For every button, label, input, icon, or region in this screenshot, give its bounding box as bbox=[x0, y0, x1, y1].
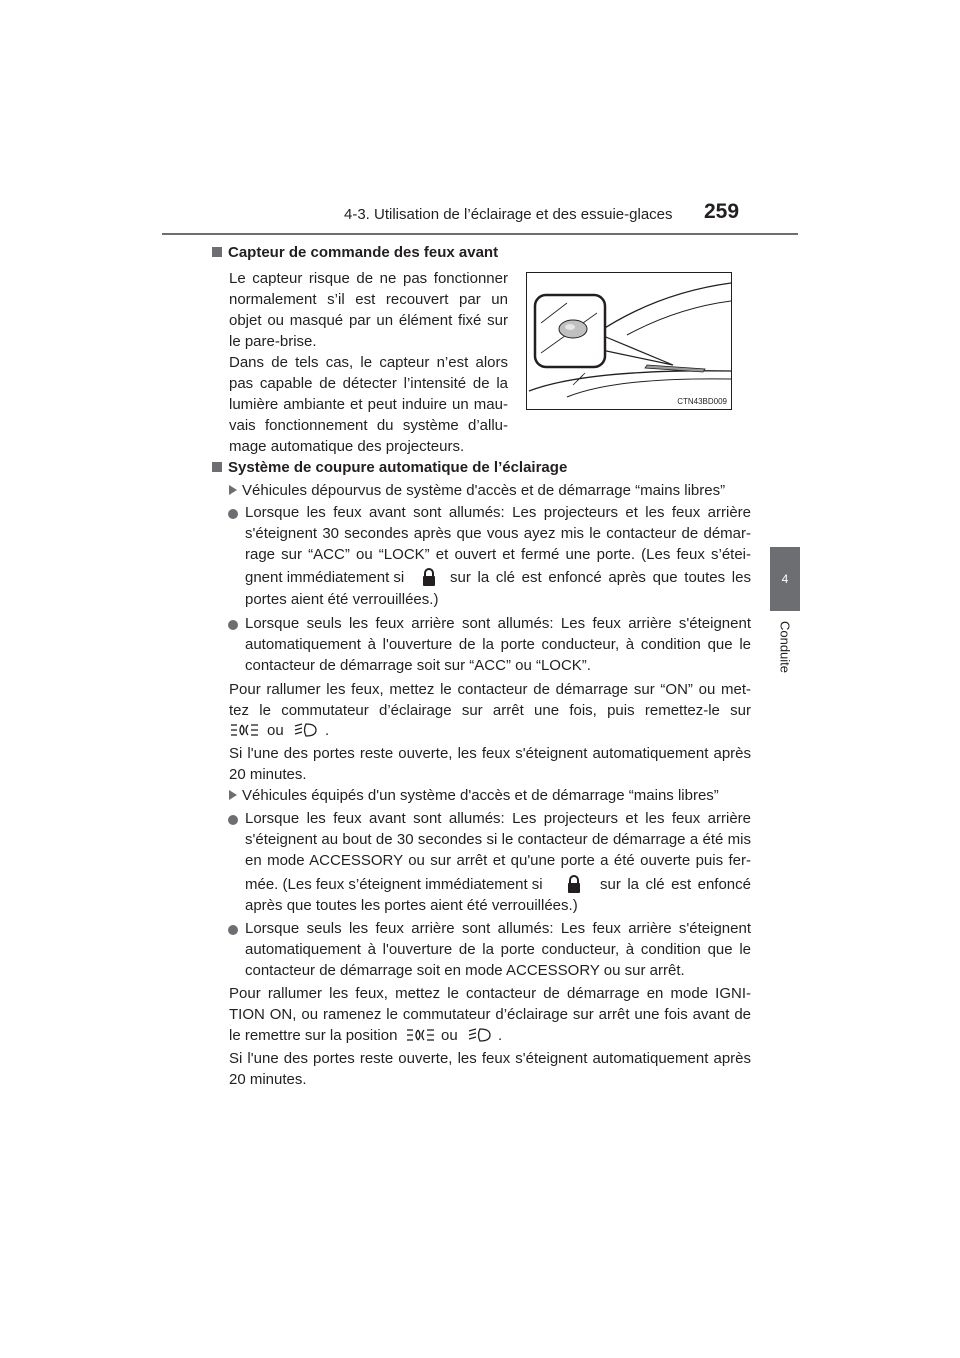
text-or: ou bbox=[267, 722, 284, 739]
text-line: s'éteignent 30 secondes après que vous ayez mis le contacteur de démar- bbox=[245, 525, 751, 542]
text-line: pas capable de détecter l’intensité de la bbox=[229, 375, 508, 392]
triangle-bullet-icon bbox=[229, 485, 237, 495]
bullet-paragraph bbox=[245, 918, 751, 981]
square-bullet-icon bbox=[212, 462, 222, 472]
bullet-paragraph bbox=[245, 613, 751, 676]
text-line: mée. (Les feux s’éteignent immédiatement si bbox=[245, 876, 543, 893]
headlight-low-beam-icon bbox=[294, 722, 318, 738]
bullet-dot-icon bbox=[228, 815, 238, 825]
section-heading-sensor-text: Capteur de commande des feux avant bbox=[228, 244, 499, 261]
text-line: portes aient été verrouillées.) bbox=[245, 591, 439, 608]
text-line: automatiquement à l'ouverture de la porte conducteur, à condition que le bbox=[245, 941, 751, 958]
section-heading-auto-off-text: Système de coupure automatique de l’éclairage bbox=[228, 459, 568, 476]
text-line: sur la clé est enfoncé après que toutes les bbox=[450, 569, 751, 586]
text-period: . bbox=[498, 1027, 503, 1044]
section-heading-auto-off bbox=[212, 459, 567, 476]
text-line: Lorsque seuls les feux arrière sont allumés: Les feux arrière s'éteignent bbox=[245, 920, 751, 937]
windshield-sensor-drawing bbox=[527, 273, 731, 409]
text-line: mage automatique des projecteurs. bbox=[229, 438, 465, 455]
lock-icon bbox=[421, 567, 437, 587]
header-rule bbox=[162, 233, 798, 235]
text-line: contacteur de démarrage soit en mode ACCESSORY ou sur arrêt. bbox=[245, 962, 685, 979]
subheading-without-smart-key bbox=[229, 482, 725, 499]
text-or: ou bbox=[441, 1027, 458, 1044]
text-line: 20 minutes. bbox=[229, 766, 307, 783]
text-line: automatiquement à l'ouverture de la porte conducteur, à condition que le bbox=[245, 636, 751, 653]
text-line: Le capteur risque de ne pas fonctionner bbox=[229, 270, 508, 287]
bullet-paragraph bbox=[245, 808, 751, 871]
text-line: s'éteignent au bout de 30 secondes si le contacteur de démarrage a été mis bbox=[245, 831, 751, 848]
bullet-paragraph bbox=[245, 502, 751, 565]
triangle-bullet-icon bbox=[229, 790, 237, 800]
text-line: rage sur “ACC” ou “LOCK” et ouvert et fermé une porte. (Les feux s’étei- bbox=[245, 546, 751, 563]
subheading-with-smart-key-text: Véhicules équipés d'un système d'accès et de démarrage “mains libres” bbox=[242, 787, 719, 804]
text-line: Pour rallumer les feux, mettez le contacteur de démarrage en mode IGNI- bbox=[229, 985, 751, 1002]
text-line: Lorsque les feux avant sont allumés: Les projecteurs et les feux arrière bbox=[245, 504, 751, 521]
section-heading-sensor bbox=[212, 244, 498, 261]
text-line: Lorsque seuls les feux arrière sont allumés: Les feux arrière s'éteignent bbox=[245, 615, 751, 632]
headlight-low-beam-icon bbox=[468, 1027, 492, 1043]
text-line: 20 minutes. bbox=[229, 1071, 307, 1088]
door-open-smart-paragraph bbox=[229, 1048, 751, 1090]
text-line: Lorsque les feux avant sont allumés: Les projecteurs et les feux arrière bbox=[245, 810, 751, 827]
text-line: Dans de tels cas, le capteur n’est alors bbox=[229, 354, 508, 371]
bullet-dot-icon bbox=[228, 620, 238, 630]
text-line: lumière ambiante et peut induire un mau- bbox=[229, 396, 508, 413]
subheading-with-smart-key bbox=[229, 787, 719, 804]
chapter-title: 4-3. Utilisation de l’éclairage et des essuie-glaces bbox=[344, 206, 673, 223]
bullet-dot-icon bbox=[228, 509, 238, 519]
headlight-icon bbox=[230, 722, 260, 738]
text-line: sur la clé est enfoncé bbox=[600, 876, 751, 893]
figure-code: CTN43BD009 bbox=[677, 397, 727, 406]
text-line: Si l'une des portes reste ouverte, les feux s'éteignent automatiquement après bbox=[229, 1050, 751, 1067]
text-line: Si l'une des portes reste ouverte, les feux s'éteignent automatiquement après bbox=[229, 745, 751, 762]
text-line: en mode ACCESSORY ou sur arrêt et qu'une porte a été ouverte puis fer- bbox=[245, 852, 751, 869]
text-period: . bbox=[325, 722, 330, 739]
square-bullet-icon bbox=[212, 247, 222, 257]
text-line: tez le commutateur d’éclairage sur arrêt une fois, puis remettez-le sur bbox=[229, 702, 751, 719]
chapter-tab-number: 4 bbox=[781, 572, 789, 586]
headlight-icon bbox=[406, 1027, 436, 1043]
text-line: contacteur de démarrage soit sur “ACC” ou “LOCK”. bbox=[245, 657, 591, 674]
text-line: gnent immédiatement si bbox=[245, 569, 405, 586]
chapter-tab-label bbox=[770, 612, 800, 682]
text-line: TION ON, ou ramenez le commutateur d’éclairage sur arrêt une fois avant de bbox=[229, 1006, 751, 1023]
relight-paragraph bbox=[229, 679, 751, 721]
lock-icon bbox=[566, 874, 582, 894]
text-line: le remettre sur la position bbox=[229, 1027, 398, 1044]
text-line: Pour rallumer les feux, mettez le contacteur de démarrage sur “ON” ou met- bbox=[229, 681, 751, 698]
text-line: normalement s’il est recouvert par un bbox=[229, 291, 508, 308]
subheading-without-smart-key-text: Véhicules dépourvus de système d'accès et de démarrage “mains libres” bbox=[242, 482, 726, 499]
bullet-dot-icon bbox=[228, 925, 238, 935]
text-line: objet ou masqué par un élément fixé sur bbox=[229, 312, 508, 329]
text-line: le pare-brise. bbox=[229, 333, 317, 350]
sensor-paragraph bbox=[229, 268, 508, 457]
text-line: vais fonctionnement du système d’allu- bbox=[229, 417, 508, 434]
text-line: après que toutes les portes aient été verrouillées.) bbox=[245, 897, 578, 914]
page-number: 259 bbox=[704, 200, 740, 223]
door-open-paragraph bbox=[229, 743, 751, 785]
relight-smart-paragraph bbox=[229, 983, 751, 1025]
chapter-tab-label-text: Conduite bbox=[777, 620, 793, 674]
sensor-illustration bbox=[526, 272, 732, 410]
